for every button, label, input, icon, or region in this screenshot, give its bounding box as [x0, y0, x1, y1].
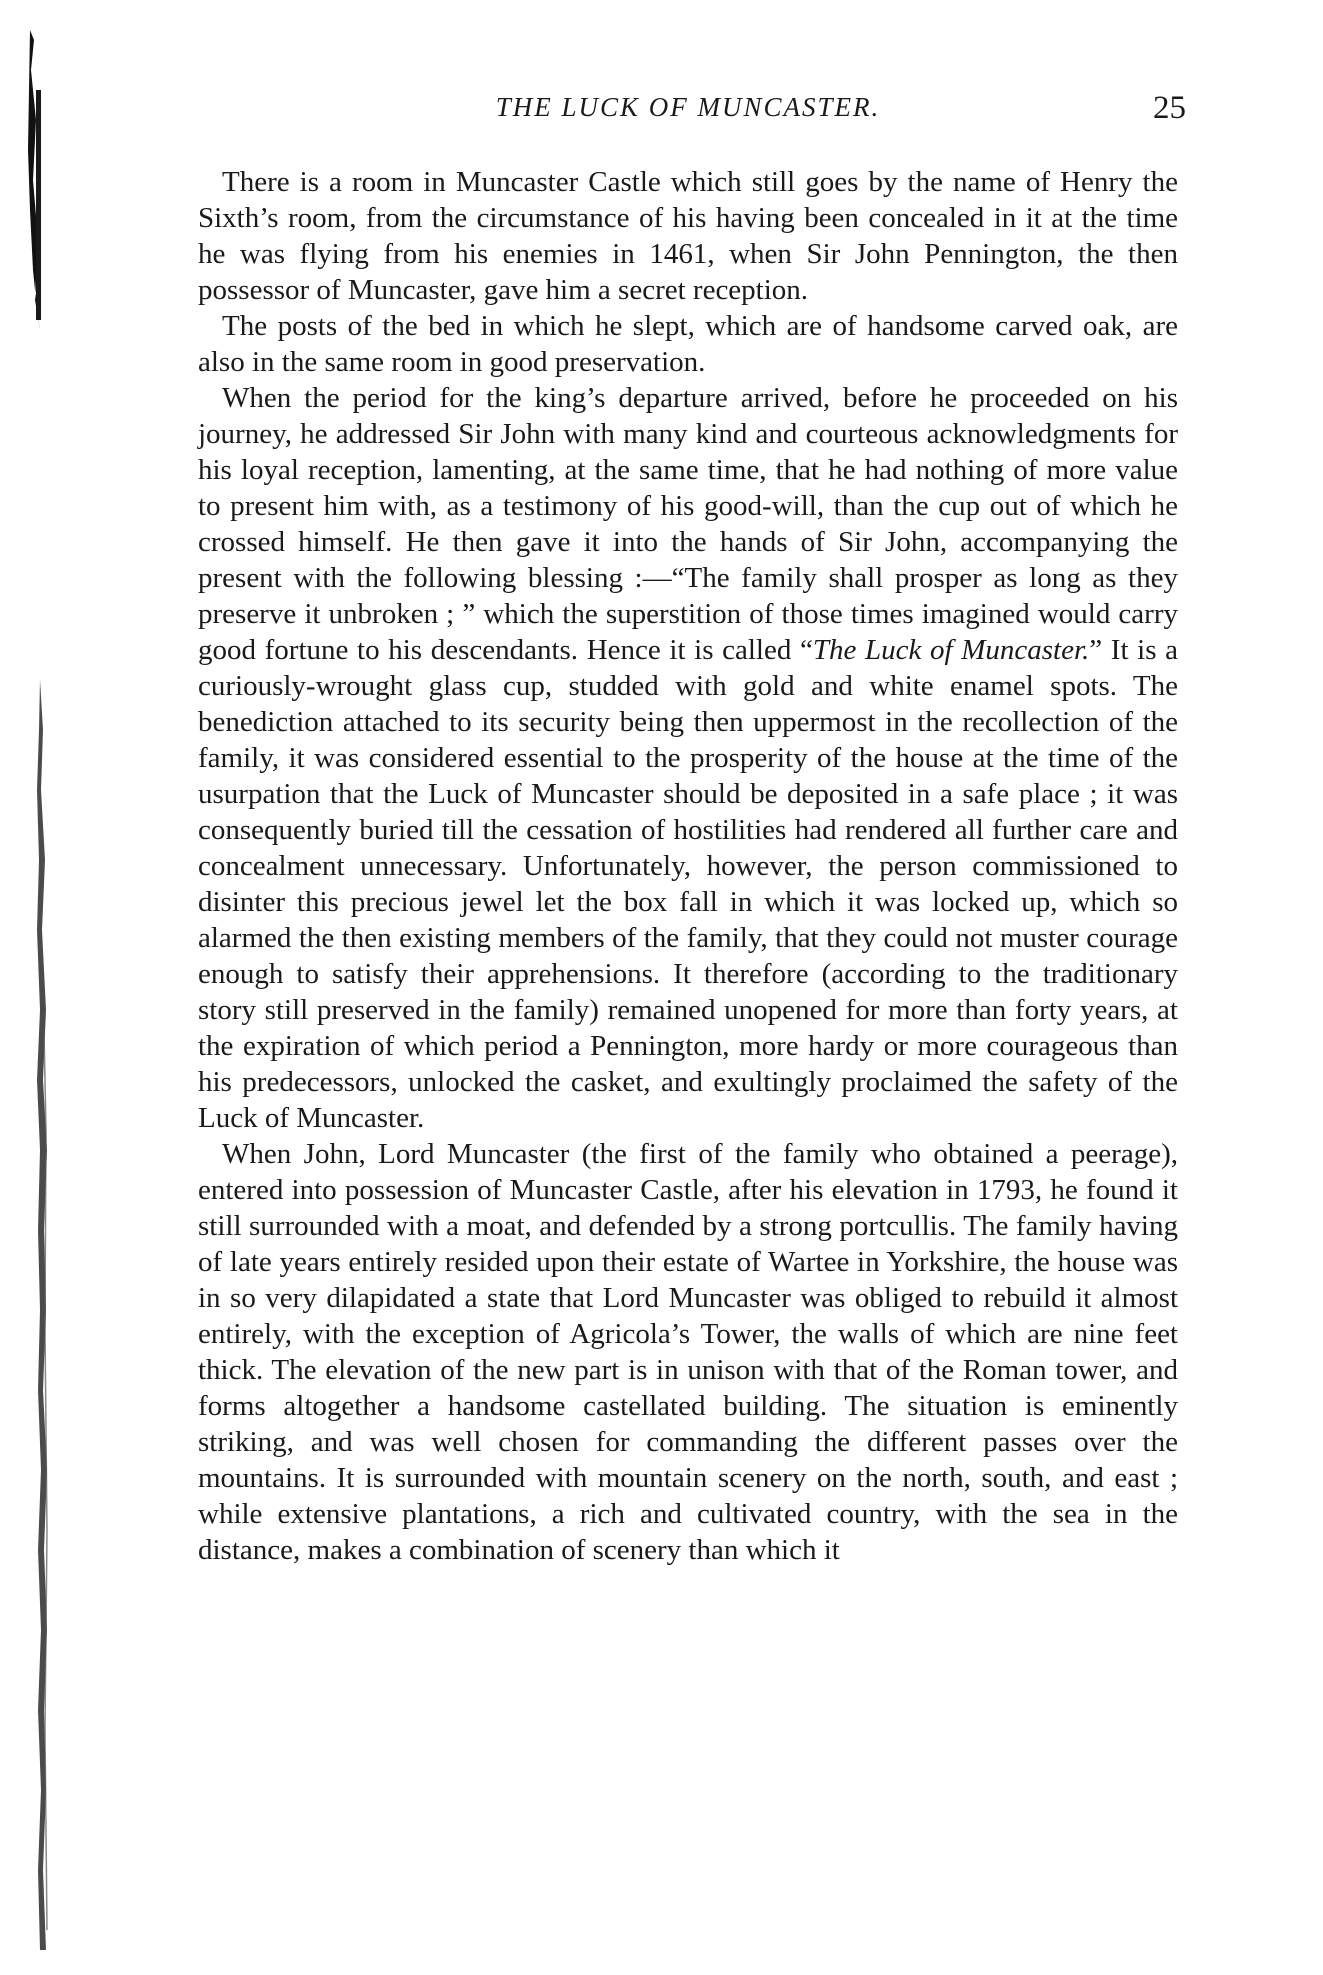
paragraph-henry-room: There is a room in Muncaster Castle which still goes by the name of Henry the Sixth’s room, from the circumstance of his having been concealed in it at the time he was flying from his enemies in 1461, when Sir John Pennington, the then possessor of Muncaster, gave him a secret reception.: [198, 166, 1178, 306]
body-text: [198, 164, 1178, 1568]
binding-edge-shadow: [0, 30, 48, 1975]
running-header: [198, 90, 1186, 136]
paragraph-luck-cup-text-after: ” It is a curiously-wrought glass cup, studded with gold and white enamel spots. The benediction attached to its security being then uppermost in the recollection of the family, it was considered essential to the prosperity of the house at the time of the usurpation that the Luck of Muncaster should be deposited in a safe place ; it was consequently buried till the cessation of hostilities had rendered all further care and concealment unnecessary. Unfortunately, however, the person commissioned to disinter this precious jewel let the box fall in which it was locked up, which so alarmed the then existing members of the family, that they could not muster courage enough to satisfy their apprehensions. It therefore (according to the traditionary story still preserved in the family) remained unopened for more than forty years, at the expiration of which period a Pennington, more hardy or more courageous than his predecessors, unlocked the casket, and exultingly proclaimed the safety of the Luck of Muncaster.: [198, 634, 1178, 1134]
paragraph-bed-posts: The posts of the bed in which he slept, which are of handsome carved oak, are also in the same room in good preservation.: [198, 310, 1178, 378]
page-number: 25: [1153, 90, 1186, 126]
luck-of-muncaster-italic: The Luck of Muncaster.: [812, 634, 1090, 666]
paragraph-luck-cup: [198, 380, 1178, 1136]
paragraph-lord-muncaster: When John, Lord Muncaster (the first of the family who obtained a peerage), entered into possession of Muncaster Castle, after his elevation in 1793, he found it still surrounded with a moat, and defended by a strong portcullis. The family having of late years entirely resided upon their estate of Wartee in Yorkshire, the house was in so very dilapidated a state that Lord Muncaster was obliged to rebuild it almost entirely, with the exception of Agricola’s Tower, the walls of which are nine feet thick. The elevation of the new part is in unison with that of the Roman tower, and forms altogether a handsome castellated building. The situation is eminently striking, and was well chosen for commanding the different passes over the mountains. It is surrounded with mountain scenery on the north, south, and east ; while extensive plantations, a rich and cultivated country, with the sea in the distance, makes a combination of scenery than which it: [198, 1138, 1178, 1566]
paragraph-luck-cup-text-before: When the period for the king’s departure arrived, before he proceeded on his journey, he addressed Sir John with many kind and courteous acknowledgments for his loyal reception, lamenting, at the same time, that he had nothing of more value to present him with, as a testimony of his good-will, than the cup out of which he crossed himself. He then gave it into the hands of Sir John, accompanying the present with the following blessing :—“The family shall prosper as long as they preserve it unbroken ; ” which the superstition of those times imagined would carry good fortune to his descendants. Hence it is called “: [198, 382, 1178, 666]
running-title: THE LUCK OF MUNCASTER.: [495, 92, 881, 122]
book-page: [198, 90, 1186, 1568]
